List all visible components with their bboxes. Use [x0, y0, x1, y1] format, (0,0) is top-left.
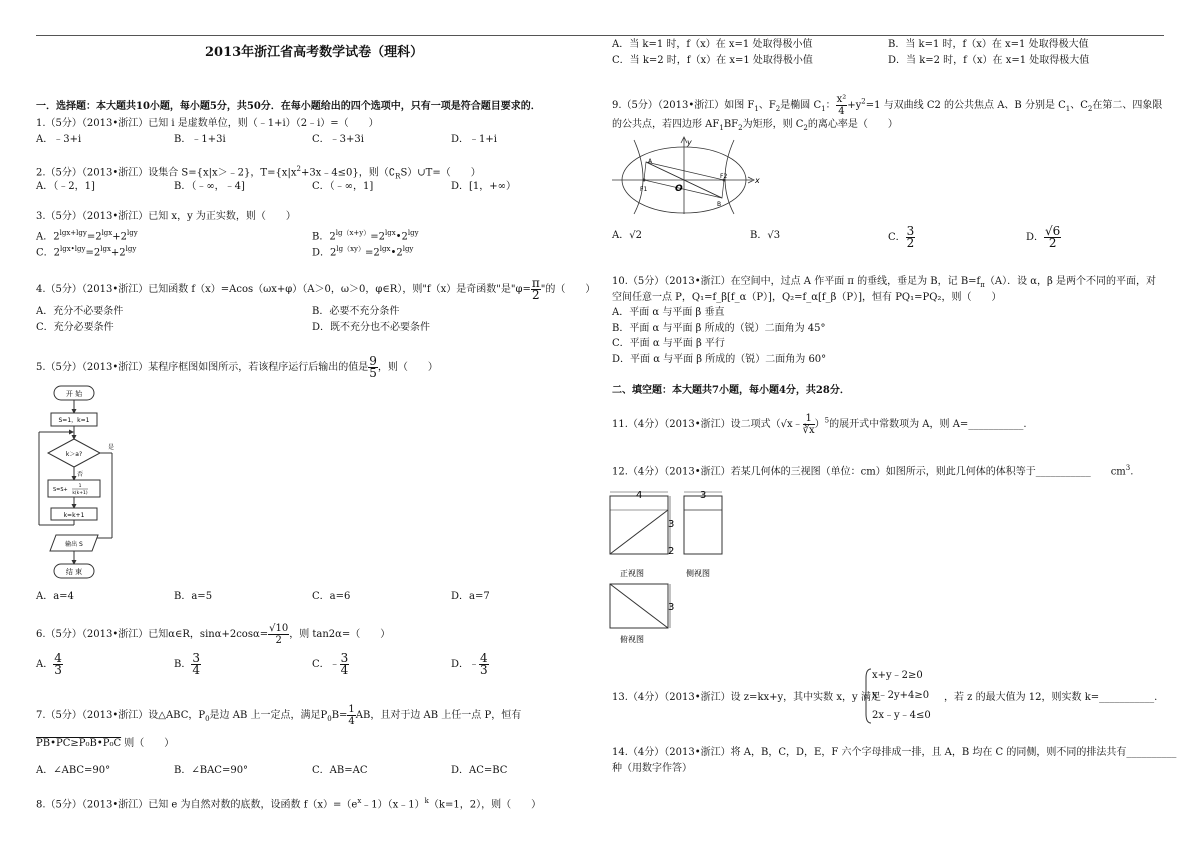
q12-dim-3-top: 3	[668, 602, 675, 613]
flow-end: 结 束	[65, 568, 83, 576]
flow-init: S=1，k=1	[58, 417, 90, 424]
q13-constraint-3: 2x﹣y﹣4≤0	[872, 710, 931, 721]
q9-ellipse-figure	[612, 136, 762, 216]
q3-stem: 3.（5分）（2013•浙江）已知 x，y 为正实数，则（ ）	[36, 211, 296, 222]
q5-stem: 5.（5分）（2013•浙江）某程序框图如图所示，若该程序运行后输出的值是 $\frac{9}{5}$ ，则（ ）	[36, 354, 438, 380]
q12-three-views-figure	[606, 488, 726, 648]
q10-option-c: C．平面 α 与平面 β 平行	[612, 338, 725, 349]
q10-option-b: B．平面 α 与平面 β 所成的（锐）二面角为 45°	[612, 323, 826, 334]
q9-origin: O	[675, 184, 683, 194]
q13-constraint-2: x﹣2y+4≥0	[872, 690, 930, 701]
q9-point-f2: F2	[720, 173, 728, 180]
flow-cond: k＞a?	[65, 451, 83, 458]
page-title: 2013年浙江省高考数学试卷（理科）	[205, 45, 424, 60]
flow-assign: S=S+	[53, 487, 68, 493]
q2-option-b: B．（﹣∞，﹣4]	[174, 181, 245, 192]
q4-option-d: D．既不充分也不必要条件	[312, 322, 431, 333]
q5-option-c: C．a=6	[312, 591, 351, 602]
q7-option-a: A．∠ABC=90°	[36, 765, 111, 776]
flow-no: 否	[77, 471, 84, 478]
q4-option-b: B．必要不充分条件	[312, 306, 400, 317]
q5-flowchart	[36, 383, 121, 585]
q14-answer-blank[interactable]: __________	[1126, 747, 1177, 758]
q9-option-c: C． $\frac{3}{2}$	[888, 224, 915, 250]
q5-option-a: A．a=4	[36, 591, 74, 602]
q1-option-d: D．﹣1+i	[451, 134, 497, 145]
q6-stem: 6.（5分）（2013•浙江）已知α∈R，sinα+2cosα= $\frac{√10}{2}$ ，则 tan2α=（ ）	[36, 623, 391, 646]
q13-brace	[864, 668, 872, 724]
q5-option-b: B．a=5	[174, 591, 213, 602]
q8-option-b: B．当 k=1 时，f（x）在 x=1 处取得极大值	[888, 39, 1089, 50]
q12-answer-blank[interactable]: ___________	[1035, 466, 1091, 478]
q12-dim-2: 2	[668, 546, 675, 557]
q9-option-b: B．√3	[750, 230, 781, 241]
q13-tail: ，若 z 的最大值为 12，则实数 k=___________.	[944, 692, 1158, 703]
section-1-heading: 一．选择题：本大题共10小题，每小题5分，共50分．在每小题给出的四个选项中，只有一项是符合题目要求的．	[36, 101, 541, 112]
header-rule	[36, 35, 1164, 36]
section-2-heading: 二、填空题：本大题共7小题，每小题4分，共28分．	[612, 385, 850, 396]
q2-option-c: C．（﹣∞，1]	[312, 181, 374, 192]
q7-option-c: C．AB=AC	[312, 765, 368, 776]
q1-stem: 1.（5分）（2013•浙江）已知 i 是虚数单位，则（﹣1+i）（2﹣i）=（ ）	[36, 118, 379, 129]
q10-stem-line2: 空间任意一点 P，Q₁=f_β[f_α（P）]，Q₂=f_α[f_β（P）]，恒有 PQ₁=PQ₂，则（ ）	[612, 292, 1002, 303]
flow-start: 开 始	[65, 390, 83, 398]
flow-output: 输出 S	[65, 541, 83, 548]
flow-assign-num: 1	[78, 484, 82, 489]
q6-option-a: A． $\frac{4}{3}$	[36, 651, 62, 677]
q9-axis-y: y	[687, 138, 692, 147]
q7-stem: 7.（5分）（2013•浙江）设△ABC，$P_0$是边 AB 上一定点，满足$P_0B=$ $\frac{1}{4}$ AB，且对于边 AB 上任一点 P，恒有	[36, 704, 522, 727]
flow-yes: 是	[108, 444, 115, 451]
q12-label-top: 俯视图	[620, 635, 644, 644]
flow-assign-den: k(k+1)	[72, 491, 88, 496]
q10-option-a: A．平面 α 与平面 β 垂直	[612, 307, 725, 318]
q9-stem-line2: 的公共点，若四边形 $AF_1BF_2$为矩形，则 $C_2$的离心率是（ ）	[612, 119, 898, 132]
q12-stem: 12.（4分）（2013•浙江）若某几何体的三视图（单位：cm）如图所示，则此几何体的体积等于___________ $cm^3$.	[612, 464, 1134, 478]
q7-inequality: PB•PC≥P₀B•P₀C 则（ ）	[36, 738, 175, 749]
q6-option-b: B． $\frac{3}{4}$	[174, 651, 200, 677]
q4-stem: 4.（5分）（2013•浙江）已知函数 f（x）=Acos（ωx+φ）（A＞0，ω＞0，φ∈R），则"f（x）是奇函数"是"φ= $\frac{\pi}{2}$ "的（ ）	[36, 276, 596, 302]
q14-stem-line2: 种（用数字作答）	[612, 763, 692, 774]
q11-stem: 11.（4分）（2013•浙江）设二项式（√x﹣ $\frac{1}{∛x}$ ）$^5$的展开式中常数项为 A，则 A=___________.	[612, 413, 1027, 436]
q9-point-a: A	[648, 158, 653, 165]
q12-dim-4: 4	[636, 490, 643, 501]
q3-option-a: A．$2^{lgx+lgy}=2^{lgx}+2^{lgy}$	[36, 229, 138, 243]
q1-option-c: C．﹣3+3i	[312, 134, 364, 145]
q8-option-a: A．当 k=1 时，f（x）在 x=1 处取得极小值	[612, 39, 813, 50]
q6-option-d: D．﹣ $\frac{4}{3}$	[451, 651, 488, 677]
q12-dim-3-front: 3	[668, 519, 675, 530]
q4-option-c: C．充分必要条件	[36, 322, 114, 333]
q14-stem: 14.（4分）（2013•浙江）将 A，B，C，D，E，F 六个字母排成一排，且 A，B 均在 C 的同侧，则不同的排法共有__________	[612, 747, 1177, 758]
q8-option-d: D．当 k=2 时，f（x）在 x=1 处取得极大值	[888, 55, 1090, 66]
q9-point-b: B	[717, 201, 722, 208]
q10-option-d: D．平面 α 与平面 β 所成的（锐）二面角为 60°	[612, 354, 827, 365]
q2-option-a: A．（﹣2，1]	[36, 181, 95, 192]
q4-option-a: A．充分不必要条件	[36, 306, 124, 317]
flow-inc: k=k+1	[63, 512, 85, 519]
q13-answer-blank[interactable]: ___________	[1099, 692, 1155, 703]
q2-stem: 2.（5分）（2013•浙江）设集合 S={x|x＞﹣2}，$T=\{x|x^2+3x﹣4\le 0\}$，则$(∁_RS)\cup T=$（ ）	[36, 165, 481, 181]
q12-dim-3-side: 3	[700, 490, 707, 501]
q8-stem: 8.（5分）（2013•浙江）已知 e 为自然对数的底数，设函数 $f(x)=(e^x﹣1)(x﹣1)^k(k=1$，2），则（ ）	[36, 797, 542, 811]
q9-point-f1: F1	[640, 186, 648, 193]
q3-option-c: C．$2^{lgx•lgy}=2^{lgx}+2^{lgy}$	[36, 245, 137, 259]
q3-option-b: B．$2^{lg(x+y)}=2^{lgx}•2^{lgy}$	[312, 229, 419, 243]
q2-option-d: D．[1，+∞）	[451, 181, 516, 192]
q7-option-d: D．AC=BC	[451, 765, 508, 776]
q13-stem: 13.（4分）（2013•浙江）设 z=kx+y，其中实数 x，y 满足	[612, 692, 881, 703]
q9-stem: 9.（5分）（2013•浙江）如图 $F_1$、$F_2$是椭圆 $C_1$： $\frac{\text{x²}}{4}$ $+y^2=1$ 与双曲线 C2 的公共焦点 A、B 分别是 $C_1$、$C_2$在第二、四象限	[612, 94, 1163, 117]
q12-label-side: 侧视图	[686, 569, 710, 578]
q10-stem: 10.（5分）（2013•浙江）在空间中，过点 A 作平面 π 的垂线，垂足为 B，记 $B=f_\pi(A)$．设 α，β 是两个不同的平面，对	[612, 276, 1156, 289]
q7-option-b: B．∠BAC=90°	[174, 765, 249, 776]
q13-constraint-1: x+y﹣2≥0	[872, 670, 923, 681]
q8-option-c: C．当 k=2 时，f（x）在 x=1 处取得极小值	[612, 55, 813, 66]
q12-label-front: 正视图	[620, 569, 644, 578]
q11-answer-blank[interactable]: ___________	[968, 419, 1024, 430]
q6-option-c: C．﹣ $\frac{3}{4}$	[312, 651, 349, 677]
q9-option-d: D． $\frac{√6}{2}$	[1026, 224, 1061, 250]
q9-axis-x: x	[755, 176, 760, 185]
q1-option-a: A．﹣3+i	[36, 134, 82, 145]
q9-option-a: A．√2	[612, 230, 642, 241]
q1-option-b: B．﹣1+3i	[174, 134, 226, 145]
q3-option-d: D．$2^{lg(xy)}=2^{lgx}•2^{lgy}$	[312, 245, 414, 259]
q5-option-d: D．a=7	[451, 591, 490, 602]
